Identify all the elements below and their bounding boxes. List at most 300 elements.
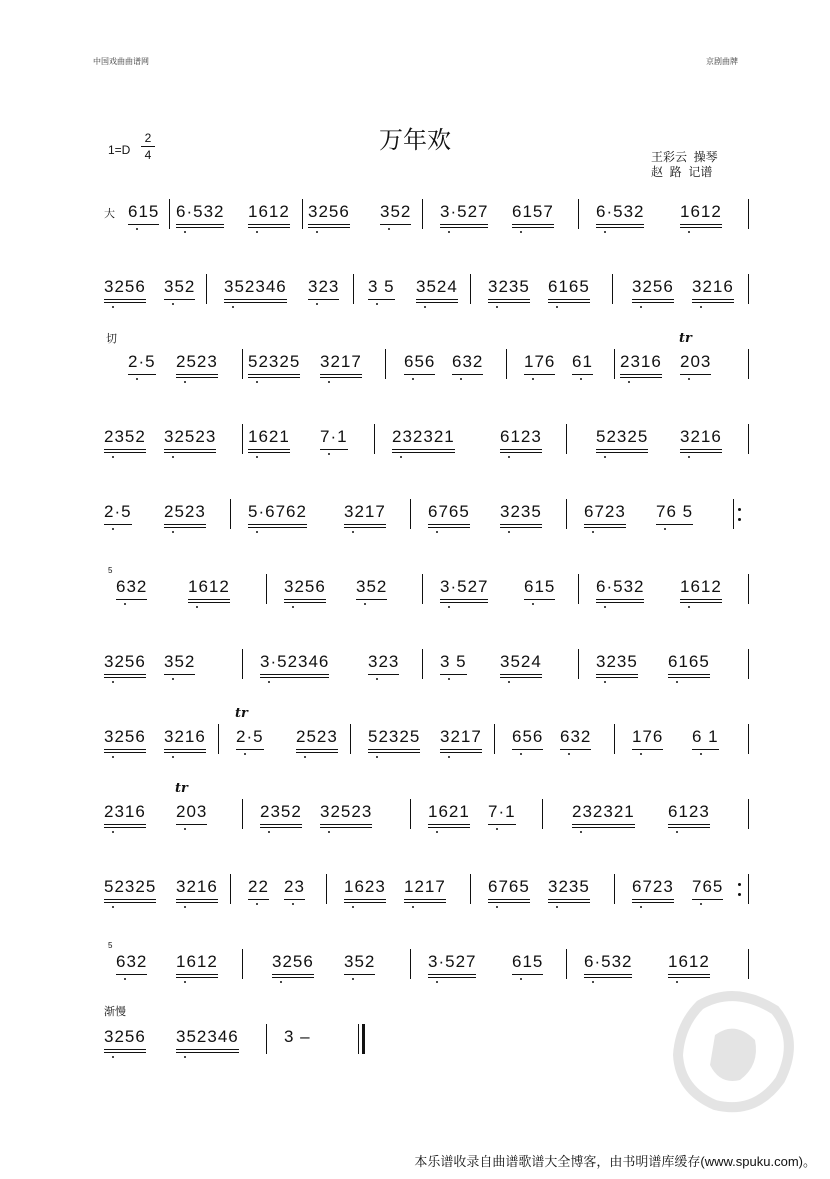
note-group	[680, 202, 722, 234]
score-row	[0, 271, 830, 311]
note-text: 3256	[284, 577, 326, 596]
octave-dot	[112, 906, 114, 908]
octave-dot	[700, 903, 702, 905]
bar-line	[494, 724, 495, 754]
octave-dot	[256, 456, 258, 458]
octave-dot	[580, 378, 582, 380]
octave-dot	[232, 306, 234, 308]
octave-dot	[112, 1056, 114, 1058]
bar-line	[748, 874, 749, 904]
note-group	[248, 352, 300, 384]
bar-line	[358, 1024, 359, 1054]
note-text: 1621	[428, 802, 470, 821]
note-group	[284, 577, 326, 609]
octave-dot	[556, 906, 558, 908]
octave-dot	[292, 903, 294, 905]
octave-dot	[112, 756, 114, 758]
note-group	[524, 577, 555, 606]
bar-line	[218, 724, 219, 754]
note-group	[164, 727, 206, 759]
note-group	[548, 877, 590, 909]
note-text: 6·532	[596, 202, 645, 221]
bar-line	[748, 724, 749, 754]
credit-transcriber: 赵 路 记谱	[651, 165, 713, 179]
octave-dot	[316, 303, 318, 305]
note-text: 632	[452, 352, 484, 371]
note-text: 3256	[104, 1027, 146, 1046]
note-text: 6723	[584, 502, 626, 521]
note-group	[440, 577, 488, 609]
bar-line	[566, 424, 567, 454]
note-group	[176, 952, 218, 984]
note-group	[596, 427, 648, 459]
octave-dot	[124, 978, 126, 980]
note-text: 656	[512, 727, 544, 746]
note-text: 3217	[344, 502, 386, 521]
note-text: 1217	[404, 877, 446, 896]
octave-dot	[256, 231, 258, 233]
note-text: 632	[116, 577, 148, 596]
note-text: 32523	[320, 802, 373, 821]
note-group	[524, 352, 555, 381]
octave-dot	[592, 981, 594, 983]
note-group	[500, 502, 542, 534]
score-row	[0, 946, 830, 986]
note-text: 352	[164, 652, 196, 671]
bar-line	[385, 349, 386, 379]
note-group	[272, 952, 314, 984]
octave-dot	[292, 606, 294, 608]
note-group	[104, 427, 146, 459]
octave-dot	[592, 531, 594, 533]
note-group	[248, 202, 290, 234]
note-group	[440, 727, 482, 759]
octave-dot	[184, 1056, 186, 1058]
note-group	[320, 352, 362, 384]
note-text: 6765	[488, 877, 530, 896]
note-text: 3235	[500, 502, 542, 521]
octave-dot	[688, 378, 690, 380]
octave-dot	[112, 528, 114, 530]
note-group	[308, 277, 339, 306]
note-text: 3256	[632, 277, 674, 296]
note-group	[368, 277, 395, 306]
bar-line	[350, 724, 351, 754]
note-text: 1612	[188, 577, 230, 596]
octave-dot	[604, 231, 606, 233]
octave-dot	[280, 981, 282, 983]
octave-dot	[436, 981, 438, 983]
note-text: 7·1	[320, 427, 348, 446]
bar-line	[326, 874, 327, 904]
octave-dot	[184, 981, 186, 983]
note-group	[620, 352, 662, 384]
note-text: 1612	[680, 202, 722, 221]
note-text: 2523	[296, 727, 338, 746]
note-text: 2316	[104, 802, 146, 821]
octave-dot	[604, 606, 606, 608]
note-text: 3216	[176, 877, 218, 896]
bar-line	[748, 274, 749, 304]
note-text: 3·527	[440, 202, 489, 221]
note-text: 232321	[572, 802, 635, 821]
note-group	[344, 502, 386, 534]
bar-line	[410, 799, 411, 829]
note-text: 2352	[104, 427, 146, 446]
note-text: 1621	[248, 427, 290, 446]
note-group	[248, 427, 290, 459]
note-text: 3256	[104, 727, 146, 746]
note-group	[440, 652, 467, 681]
octave-dot	[688, 606, 690, 608]
header-right: 京剧曲牌	[706, 57, 738, 66]
note-text: 1612	[668, 952, 710, 971]
note-group	[176, 202, 224, 234]
note-group	[164, 277, 195, 306]
note-group	[680, 427, 722, 459]
bar-line	[422, 649, 423, 679]
octave-dot	[424, 306, 426, 308]
note-group	[428, 952, 476, 984]
note-group	[104, 652, 146, 684]
note-group	[596, 202, 644, 234]
note-group	[428, 502, 470, 534]
note-group	[488, 802, 516, 831]
octave-dot	[172, 531, 174, 533]
octave-dot	[448, 231, 450, 233]
octave-dot	[112, 456, 114, 458]
note-text: 352346	[176, 1027, 239, 1046]
note-group	[284, 1027, 311, 1047]
note-group	[512, 727, 543, 756]
octave-dot	[412, 906, 414, 908]
bar-line	[614, 724, 615, 754]
note-text: 323	[308, 277, 340, 296]
note-text: 3235	[488, 277, 530, 296]
note-text: 7·1	[488, 802, 516, 821]
grace-note: 5	[108, 566, 113, 575]
bar-line	[374, 424, 375, 454]
octave-dot	[244, 753, 246, 755]
repeat-dot	[738, 883, 741, 886]
time-signature-top: 2	[144, 131, 152, 145]
note-text: 76 5	[656, 502, 694, 521]
octave-dot	[508, 681, 510, 683]
note-text: 2523	[176, 352, 218, 371]
bar-line	[748, 349, 749, 379]
note-text: 1612	[176, 952, 218, 971]
octave-dot	[268, 681, 270, 683]
note-group	[236, 727, 264, 756]
note-group	[404, 877, 446, 909]
trill-mark: tr	[679, 331, 692, 346]
octave-dot	[376, 756, 378, 758]
note-text: 6·532	[596, 577, 645, 596]
note-group	[368, 652, 399, 681]
bar-line	[578, 649, 579, 679]
note-group	[488, 277, 530, 309]
bar-line	[206, 274, 207, 304]
trill-mark: tr	[175, 781, 188, 796]
note-text: 3 –	[284, 1027, 311, 1046]
bar-line	[748, 799, 749, 829]
note-group	[248, 877, 269, 906]
note-group	[572, 802, 635, 834]
score-row	[0, 721, 830, 761]
octave-dot	[520, 978, 522, 980]
note-group	[632, 727, 663, 756]
octave-dot	[436, 831, 438, 833]
note-group	[176, 1027, 239, 1059]
octave-dot	[508, 456, 510, 458]
bar-line	[422, 574, 423, 604]
score-row	[0, 496, 830, 536]
note-text: 176	[632, 727, 664, 746]
note-text: 3235	[548, 877, 590, 896]
note-text: 352	[356, 577, 388, 596]
octave-dot	[172, 678, 174, 680]
note-text: 1612	[680, 577, 722, 596]
note-text: 2·5	[104, 502, 132, 521]
bar-line	[748, 649, 749, 679]
note-group	[320, 427, 348, 456]
note-text: 1623	[344, 877, 386, 896]
note-text: 3256	[104, 277, 146, 296]
repeat-dot	[738, 518, 741, 521]
note-text: 6765	[428, 502, 470, 521]
repeat-dot	[738, 508, 741, 511]
note-text: 3524	[500, 652, 542, 671]
note-text: 6·532	[584, 952, 633, 971]
octave-dot	[448, 678, 450, 680]
note-text: 2·5	[128, 352, 156, 371]
bar-line	[566, 949, 567, 979]
octave-dot	[700, 753, 702, 755]
octave-dot	[556, 306, 558, 308]
note-group	[668, 652, 710, 684]
note-group	[188, 577, 230, 609]
octave-dot	[388, 228, 390, 230]
note-group	[260, 652, 329, 684]
octave-dot	[256, 531, 258, 533]
note-text: 203	[176, 802, 208, 821]
note-text: 6723	[632, 877, 674, 896]
octave-dot	[520, 231, 522, 233]
octave-dot	[172, 303, 174, 305]
note-text: 765	[692, 877, 724, 896]
note-group	[116, 577, 147, 606]
note-text: 352	[380, 202, 412, 221]
octave-dot	[256, 381, 258, 383]
note-group	[452, 352, 483, 381]
score-row	[0, 571, 830, 611]
note-group	[692, 877, 723, 906]
octave-dot	[604, 456, 606, 458]
note-group	[176, 802, 207, 831]
score-row	[0, 421, 830, 461]
note-group	[572, 352, 593, 381]
note-group	[596, 652, 638, 684]
note-group	[440, 202, 488, 234]
note-text: 2352	[260, 802, 302, 821]
note-text: 3524	[416, 277, 458, 296]
note-text: 2523	[164, 502, 206, 521]
note-text: 3256	[272, 952, 314, 971]
note-group	[356, 577, 387, 606]
note-text: 3235	[596, 652, 638, 671]
bar-line	[748, 949, 749, 979]
note-text: 615	[128, 202, 160, 221]
bar-line	[302, 199, 303, 229]
row-label-jianman: 渐慢	[104, 1006, 126, 1018]
octave-dot	[412, 378, 414, 380]
note-group	[176, 352, 218, 384]
note-group	[560, 727, 591, 756]
octave-dot	[448, 606, 450, 608]
note-text: 632	[116, 952, 148, 971]
bar-line	[266, 1024, 267, 1054]
octave-dot	[268, 831, 270, 833]
bar-line	[612, 274, 613, 304]
bar-line	[242, 649, 243, 679]
bar-line	[614, 874, 615, 904]
note-group	[104, 877, 156, 909]
note-group	[164, 502, 206, 534]
octave-dot	[136, 378, 138, 380]
final-bar-line	[362, 1024, 365, 1054]
octave-dot	[604, 681, 606, 683]
note-group	[392, 427, 455, 459]
note-text: 3 5	[368, 277, 395, 296]
note-text: 2316	[620, 352, 662, 371]
octave-dot	[352, 531, 354, 533]
note-text: 3217	[440, 727, 482, 746]
bar-line	[566, 499, 567, 529]
octave-dot	[640, 906, 642, 908]
octave-dot	[496, 306, 498, 308]
note-group	[512, 952, 543, 981]
note-text: 352	[344, 952, 376, 971]
octave-dot	[628, 381, 630, 383]
note-text: 3·527	[428, 952, 477, 971]
note-group	[680, 352, 711, 381]
note-group	[284, 877, 305, 906]
score-row	[0, 796, 830, 836]
note-group	[692, 727, 719, 756]
bar-line	[242, 799, 243, 829]
note-group	[548, 277, 590, 309]
score-row	[0, 346, 830, 386]
note-text: 22	[248, 877, 269, 896]
note-group	[584, 502, 626, 534]
octave-dot	[112, 681, 114, 683]
note-group	[668, 952, 710, 984]
note-text: 52325	[104, 877, 157, 896]
note-group	[104, 727, 146, 759]
octave-dot	[136, 228, 138, 230]
note-group	[404, 352, 435, 381]
bar-line	[470, 874, 471, 904]
note-group	[164, 427, 216, 459]
octave-dot	[688, 456, 690, 458]
bar-line	[242, 949, 243, 979]
octave-dot	[184, 906, 186, 908]
note-text: 52325	[596, 427, 649, 446]
bar-line	[506, 349, 507, 379]
note-text: 323	[368, 652, 400, 671]
octave-dot	[580, 831, 582, 833]
note-text: 232321	[392, 427, 455, 446]
octave-dot	[448, 756, 450, 758]
octave-dot	[688, 231, 690, 233]
octave-dot	[520, 753, 522, 755]
note-text: 3216	[164, 727, 206, 746]
row-label-da: 大	[104, 208, 115, 220]
note-group	[104, 1027, 146, 1059]
note-text: 23	[284, 877, 305, 896]
note-group	[128, 202, 159, 231]
octave-dot	[376, 303, 378, 305]
octave-dot	[184, 381, 186, 383]
bar-line	[266, 574, 267, 604]
note-group	[368, 727, 420, 759]
note-text: 6123	[500, 427, 542, 446]
note-text: 3 5	[440, 652, 467, 671]
octave-dot	[316, 231, 318, 233]
score-row	[0, 196, 830, 236]
octave-dot	[640, 753, 642, 755]
bar-line	[614, 349, 615, 379]
score-row	[0, 871, 830, 911]
note-group	[500, 652, 542, 684]
bar-line	[242, 349, 243, 379]
note-text: 52325	[368, 727, 421, 746]
note-text: 5·6762	[248, 502, 307, 521]
credit-performer: 王彩云 操琴	[651, 150, 718, 164]
octave-dot	[496, 906, 498, 908]
octave-dot	[196, 606, 198, 608]
time-signature-bottom: 4	[144, 148, 152, 162]
octave-dot	[328, 831, 330, 833]
note-group	[176, 877, 218, 909]
note-group	[428, 802, 470, 834]
octave-dot	[496, 828, 498, 830]
octave-dot	[256, 903, 258, 905]
note-group	[308, 202, 350, 234]
note-group	[656, 502, 693, 531]
note-group	[680, 577, 722, 609]
octave-dot	[676, 981, 678, 983]
note-text: 203	[680, 352, 712, 371]
note-text: 6165	[668, 652, 710, 671]
note-text: 3·52346	[260, 652, 330, 671]
bar-line	[748, 424, 749, 454]
note-group	[632, 877, 674, 909]
note-text: 615	[524, 577, 556, 596]
row-label-qie: 切	[106, 333, 117, 345]
note-text: 6165	[548, 277, 590, 296]
octave-dot	[328, 453, 330, 455]
octave-dot	[532, 603, 534, 605]
octave-dot	[124, 603, 126, 605]
grace-note: 5	[108, 941, 113, 950]
note-group	[512, 202, 554, 234]
note-group	[320, 802, 372, 834]
octave-dot	[364, 603, 366, 605]
note-group	[596, 577, 644, 609]
note-text: 52325	[248, 352, 301, 371]
octave-dot	[172, 456, 174, 458]
